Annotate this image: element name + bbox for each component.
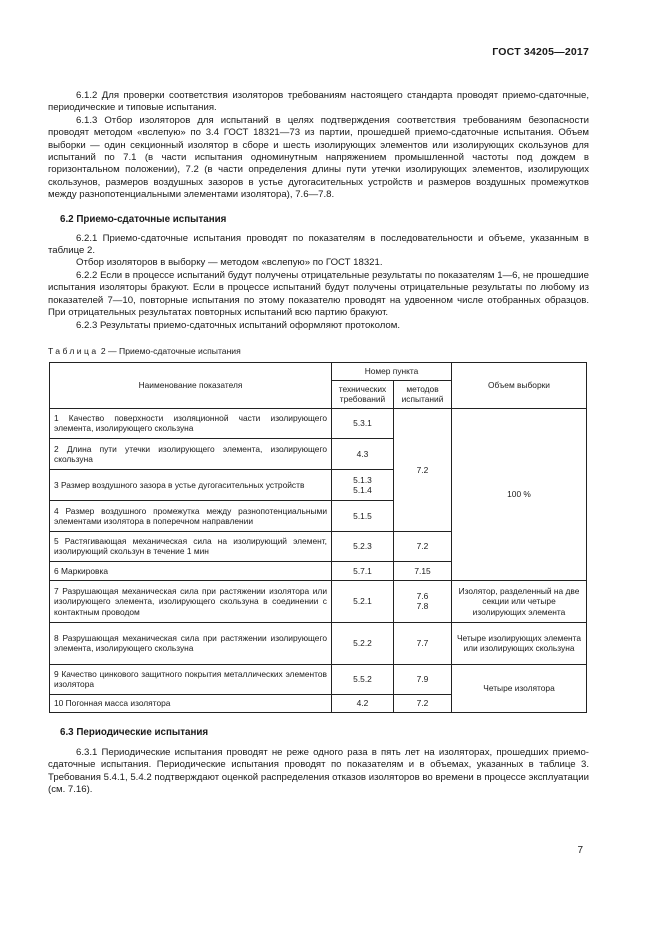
paragraph-6-2-1: 6.2.1 Приемо-сдаточные испытания проводят по показателям в последовательности и объеме, указанным в таблице 2.: [48, 232, 589, 257]
table-row-2-tech: 4.3: [332, 438, 394, 469]
table-row-8-name: 8 Разрушающая механическая сила при растяжении изолирующего элемента, изолирующего скользуна: [50, 622, 332, 664]
acceptance-tests-table: [49, 362, 587, 713]
table-row-6-method: 7.15: [394, 561, 452, 580]
table-row-4-tech: 5.1.5: [332, 500, 394, 531]
paragraph-6-1-2: 6.1.2 Для проверки соответствия изоляторов требованиям настоящего стандарта проводят приемо-сдаточные, периодические и типовые испытания.: [48, 90, 589, 114]
table-merged-sample-1-6: 100 %: [452, 408, 587, 580]
table-row-7-sample: Изолятор, разделенный на две секции или четыре изолирующих элемента: [452, 580, 587, 622]
paragraph-6-3-1: 6.3.1 Периодические испытания проводят не реже одного раза в пять лет на изоляторах, прошедших приемо-сдаточные испытания. Периодические испытания проводят по показателям и в объемах, указанных в таблице 3. Требования 5.4.1, 5.4.2 подтверждают оценкой распределения отказов изоляторов во времени в процессе эксплуатации (см. 7.16).: [48, 746, 589, 796]
table-row-10-tech: 4.2: [332, 694, 394, 712]
paragraph-6-2-2: 6.2.2 Если в процессе испытаний будут получены отрицательные результаты по показателям 1—6, не прошедшие испытания изоляторы бракуют. Если в процессе испытаний будут получены отрицательные результаты по любому из показателей 7—10, повторные испытания по этому показателю проводят на удвоенном числе отобранных образцов. При отрицательных результатах повторных испытаний всю партию бракуют.: [48, 269, 589, 319]
page-number: 7: [577, 845, 583, 856]
table-caption-title: 2 — Приемо-сдаточные испытания: [98, 345, 241, 356]
table-row-7-name: 7 Разрушающая механическая сила при растяжении изолятора или изолирующего элемента, изолирующего скользуна в соединении с контактным проводом: [50, 580, 332, 622]
table-merged-method-1-4: 7.2: [394, 408, 452, 531]
table-row-9-tech: 5.5.2: [332, 664, 394, 694]
table-row-10-method: 7.2: [394, 694, 452, 712]
table-row-8-method: 7.7: [394, 622, 452, 664]
table-row-6-name: 6 Маркировка: [50, 561, 332, 580]
paragraph-6-1-3: 6.1.3 Отбор изоляторов для испытаний в целях подтверждения соответствия требованиям безопасности проводят методом «вслепую» по 3.4 ГОСТ 18321—73 из партии, прошедшей приемо-сдаточные испытания. Объем выборки — один секционный изолятор в сборе и шесть изолирующих элементов или изолирующих скользунов для испытаний по 7.1 (в части испытания одноминутным напряжением промышленной частоты под дождем в горизонтальном положении), 7.2 (в части определения длины пути утечки изолирующих элементов, изолирующих скользунов, размеров воздушных зазоров в устье дугогасительных устройств и размеров воздушных промежутков между разнопотенциальными элементами изолятора), 7.6—7.8.: [48, 114, 589, 201]
table-row-5-method: 7.2: [394, 531, 452, 561]
table-row-2-name: 2 Длина пути утечки изолирующего элемента, изолирующего скользуна: [50, 438, 332, 469]
table-caption-word: Таблица: [48, 345, 99, 356]
section-title-6-3: 6.3 Периодические испытания: [60, 726, 209, 738]
header-technical-requirements: технических требований: [332, 380, 394, 408]
table-caption: [48, 346, 589, 356]
table-row-9-method: 7.9: [394, 664, 452, 694]
table-row-10-name: 10 Погонная масса изолятора: [50, 694, 332, 712]
header-indicator-name: Наименование показателя: [50, 362, 332, 408]
page-body: [48, 90, 589, 797]
table-row-9-name: 9 Качество цинкового защитного покрытия металлических элементов изолятора: [50, 664, 332, 694]
table-row-5-tech: 5.2.3: [332, 531, 394, 561]
header-sample-size: Объем выборки: [452, 362, 587, 408]
table-row-5-name: 5 Растягивающая механическая сила на изолирующий элемент, изолирующий скользун в течение 1 мин: [50, 531, 332, 561]
document-header-id: ГОСТ 34205—2017: [492, 46, 589, 58]
table-row-6-tech: 5.7.1: [332, 561, 394, 580]
header-test-methods: методов испытаний: [394, 380, 452, 408]
table-merged-sample-9-10: Четыре изолятора: [452, 664, 587, 712]
section-title-6-2: 6.2 Приемо-сдаточные испытания: [60, 213, 227, 225]
paragraph-6-2-3: 6.2.3 Результаты приемо-сдаточных испытаний оформляют протоколом.: [76, 319, 401, 331]
table-row-7-tech: 5.2.1: [332, 580, 394, 622]
table-row-8-tech: 5.2.2: [332, 622, 394, 664]
table-row-7-method: 7.6 7.8: [394, 580, 452, 622]
table-row-3-name: 3 Размер воздушного зазора в устье дугогасительных устройств: [50, 469, 332, 500]
table-row-1-name: 1 Качество поверхности изоляционной части изолирующего элемента, изолирующего скользуна: [50, 408, 332, 438]
header-clause-number: Номер пункта: [332, 362, 452, 380]
table-row-3-tech: 5.1.3 5.1.4: [332, 469, 394, 500]
table-row-1-tech: 5.3.1: [332, 408, 394, 438]
table-row-4-name: 4 Размер воздушного промежутка между разнопотенциальными элементами изолятора в поперечном направлении: [50, 500, 332, 531]
paragraph-sampling-method: Отбор изоляторов в выборку — методом «вслепую» по ГОСТ 18321.: [76, 257, 383, 269]
table-row-8-sample: Четыре изолирующих элемента или изолирующих скользуна: [452, 622, 587, 664]
